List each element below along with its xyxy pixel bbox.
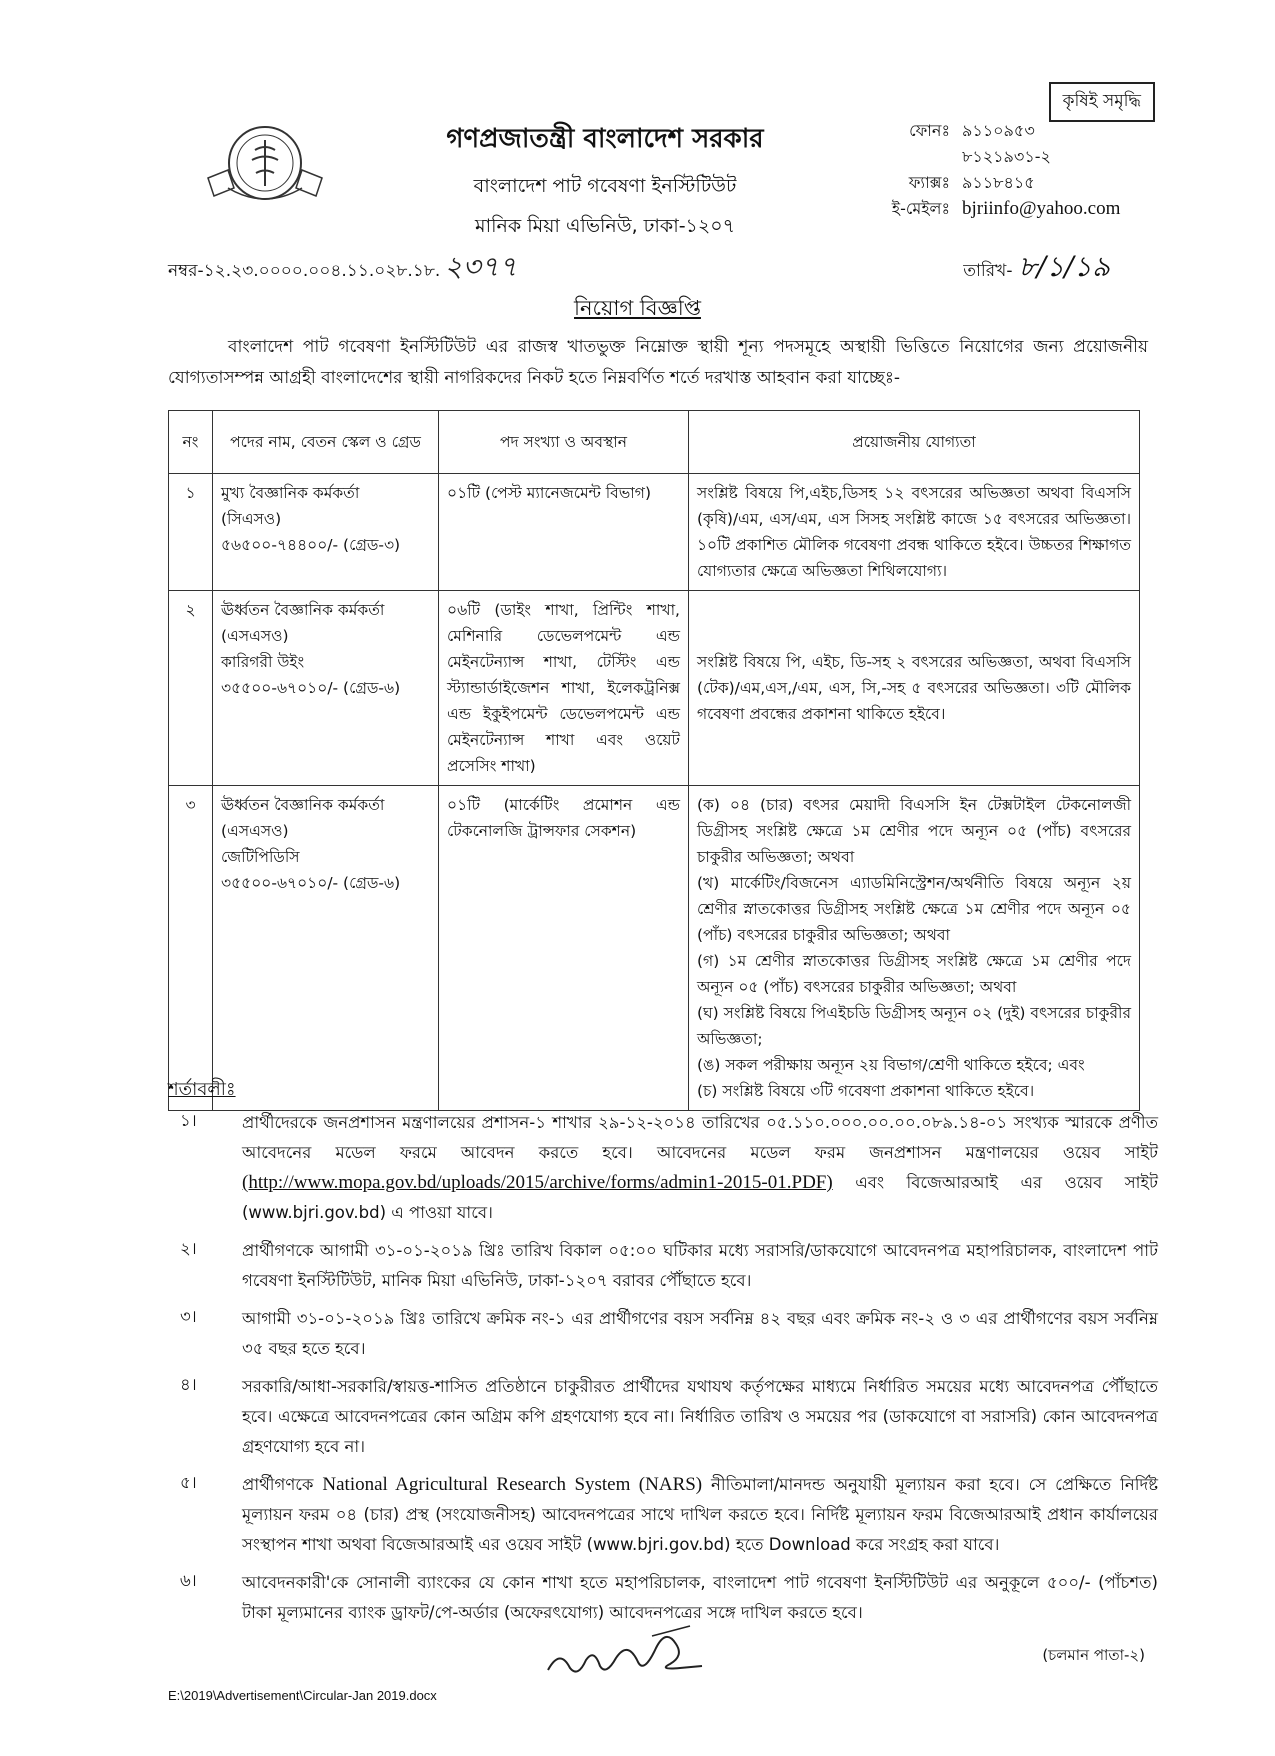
term-item: [168, 1236, 1158, 1296]
qualification-cell: [689, 786, 1140, 1111]
file-path: E:\2019\Advertisement\Circular-Jan 2019.docx: [168, 1688, 437, 1703]
term-item: [168, 1372, 1158, 1462]
term-number: ২।: [180, 1239, 197, 1258]
term-text: প্রার্থীগণকে আগামী ৩১-০১-২০১৯ খ্রিঃ তারিখ বিকাল ০৫:০০ ঘটিকার মধ্যে সরাসরি/ডাকযোগে আবেদনপত্র মহাপরিচালক, বাংলাদেশ পাট গবেষণা ইনস্টিটিউট, মানিক মিয়া এভিনিউ, ঢাকা-১২০৭ বরাবর পৌঁছাতে হবে।: [242, 1241, 1158, 1290]
post-cell: [213, 474, 439, 591]
qualification-line: (ঘ) সংশ্লিষ্ট বিষয়ে পিএইচডি ডিগ্রীসহ অন্যূন ০২ (দুই) বৎসরের চাকুরীর অভিজ্ঞতা;: [697, 1004, 1131, 1048]
column-header: পদের নাম, বেতন স্কেল ও গ্রেড: [213, 411, 439, 474]
slogan-box: কৃষিই সমৃদ্ধি: [1049, 82, 1155, 122]
post-line: ৩৫৫০০-৬৭০১০/- (গ্রেড-৬): [221, 874, 401, 892]
memo-date: [963, 245, 1110, 292]
term-number: ৪।: [180, 1375, 197, 1394]
qualification-line: সংশ্লিষ্ট বিষয়ে পি, এইচ, ডি-সহ ২ বৎসরের অভিজ্ঞতা, অথবা বিএসসি (টেক)/এম,এস,/এম, এস, সি,-সহ ৫ বৎসরের অভিজ্ঞতা। ৩টি মৌলিক গবেষণা প্রবন্ধের প্রকাশনা থাকিতে হইবে।: [697, 653, 1131, 723]
continued-note: (চলমান পাতা-২): [1042, 1646, 1145, 1664]
serial-cell: ১: [169, 474, 213, 591]
posts-table: [168, 410, 1140, 1111]
term-text-part: প্রার্থীগণকে: [242, 1475, 314, 1494]
qualification-cell: [689, 591, 1140, 786]
column-header: প্রয়োজনীয় যোগ্যতা: [689, 411, 1140, 474]
column-header: নং: [169, 411, 213, 474]
institute-address: মানিক মিয়া এভিনিউ, ঢাকা-১২০৭: [475, 215, 735, 237]
term-text: সরকারি/আধা-সরকারি/স্বায়ত্ত-শাসিত প্রতিষ্ঠানে চাকুরীরত প্রার্থীদের যথাযথ কর্তৃপক্ষের মাধ্যমে নির্ধারিত সময়ের মধ্যে আবেদনপত্র পৌঁছাতে হবে। এক্ষেত্রে আবেদনপত্রের কোন অগ্রিম কপি গ্রহণযোগ্য হবে না। নির্ধারিত তারিখ ও সময়ের পর (ডাকযোগে বা সরাসরি) কোন আবেদনপত্র গ্রহণযোগ্য হবে না।: [242, 1377, 1158, 1456]
contact-row-fax: [870, 170, 1120, 196]
qualification-cell: [689, 474, 1140, 591]
table-row: [169, 786, 1140, 1111]
term-text-part: এবং বিজেআরআই এর ওয়েব সাইট (www.bjri.gov.bd) এ পাওয়া যাবে।: [242, 1173, 1159, 1222]
term-number: ৩।: [180, 1307, 197, 1326]
term-text-part: প্রার্থীদেরকে জনপ্রশাসন মন্ত্রণালয়ের প্রশাসন-১ শাখার ২৯-১২-২০১৪ তারিখের ০৫.১১০.০০০.০০.০০.০৮৯.১৪-০১ সংখ্যক স্মারকে প্রণীত আবেদনের মডেল ফরমে আবেদন করতে হবে। আবেদনের মডেল ফরম জনপ্রশাসন মন্ত্রণালয়ের ওয়েব সাইট: [242, 1113, 1158, 1162]
term-item: [168, 1108, 1158, 1228]
notice-title: নিয়োগ বিজ্ঞপ্তি: [574, 296, 701, 320]
contact-value: ৯১১৮৪১৫: [962, 172, 1035, 192]
letterhead: [380, 118, 830, 244]
notice-intro: বাংলাদেশ পাট গবেষণা ইনস্টিটিউট এর রাজস্ব খাতভুক্ত নিম্নোক্ত স্থায়ী শূন্য পদসমূহে অস্থায়ী ভিত্তিতে নিয়োগের জন্য প্রয়োজনীয় যোগ্যতাসম্পন্ন আগ্রহী বাংলাদেশের স্থায়ী নাগরিকদের নিকট হতে নিম্নবর্ণিত শর্তে দরখাস্ত আহবান করা যাচ্ছেঃ-: [168, 337, 1148, 388]
post-line: ৩৫৫০০-৬৭০১০/- (গ্রেড-৬): [221, 679, 401, 697]
term-number: ৫।: [180, 1473, 197, 1492]
term-text: আবেদনকারী'কে সোনালী ব্যাংকের যে কোন শাখা হতে মহাপরিচালক, বাংলাদেশ পাট গবেষণা ইনস্টিটিউট এর অনুকূলে ৫০০/- (পাঁচশত) টাকা মূল্যমানের ব্যাংক ড্রাফট/পে-অর্ডার (অফেরৎযোগ্য) আবেদনপত্রের সঙ্গে দাখিল করতে হবে।: [242, 1573, 1158, 1622]
terms-heading: শর্তাবলীঃ: [168, 1079, 236, 1100]
qualification-line: (চ) সংশ্লিষ্ট বিষয়ে ৩টি গবেষণা প্রকাশনা থাকিতে হইবে।: [697, 1082, 1035, 1100]
post-line: মুখ্য বৈজ্ঞানিক কর্মকর্তা: [221, 484, 360, 502]
term-text: [242, 1470, 1158, 1560]
post-line: ঊর্ধ্বতন বৈজ্ঞানিক কর্মকর্তা: [221, 601, 385, 619]
terms-list: [168, 1108, 1158, 1636]
government-name: গণপ্রজাতন্ত্রী বাংলাদেশ সরকার: [446, 124, 764, 154]
serial-cell: ২: [169, 591, 213, 786]
contact-label: ফ্যাক্সঃ: [908, 172, 950, 192]
count-cell: ০১টি (মার্কেটিং প্রমোশন এন্ড টেকনোলজি ট্রান্সফার সেকশন): [439, 786, 689, 1111]
post-line: কারিগরী উইং: [221, 653, 305, 671]
qualification-line: (ক) ০৪ (চার) বৎসর মেয়াদী বিএসসি ইন টেক্সটাইল টেকনোলজী ডিগ্রীসহ সংশ্লিষ্ট ক্ষেত্রে ১ম শ্রেণীর পদে অন্যূন ০৫ (পাঁচ) বৎসরের চাকুরীর অভিজ্ঞতা; অথবা: [697, 796, 1131, 866]
post-line: জেটিপিডিসি: [221, 848, 300, 866]
qualification-line: (গ) ১ম শ্রেণীর স্নাতকোত্তর ডিগ্রীসহ সংশ্লিষ্ট ক্ষেত্রে ১ম শ্রেণীর পদে অন্যূন ০৫ (পাঁচ) বৎসরের চাকুরীর অভিজ্ঞতা; অথবা: [697, 952, 1131, 996]
post-cell: [213, 591, 439, 786]
table-row: [169, 591, 1140, 786]
term-text: আগামী ৩১-০১-২০১৯ খ্রিঃ তারিখে ক্রমিক নং-১ এর প্রার্থীগণের বয়স সর্বনিম্ন ৪২ বছর এবং ক্রমিক নং-২ ও ৩ এর প্রার্থীগণের বয়স সর্বনিম্ন ৩৫ বছর হতে হবে।: [242, 1309, 1158, 1358]
email-value: bjriinfo@yahoo.com: [962, 198, 1121, 219]
signature: [540, 1618, 710, 1688]
contact-row-email: [870, 196, 1120, 222]
mopa-form-link[interactable]: (http://www.mopa.gov.bd/uploads/2015/archive/forms/admin1-2015-01.PDF): [242, 1172, 833, 1193]
qualification-line: (ঙ) সকল পরীক্ষায় অন্যূন ২য় বিভাগ/শ্রেণী থাকিতে হইবে; এবং: [697, 1056, 1085, 1074]
term-text-part: নীতিমালা/মানদন্ড অনুযায়ী মূল্যায়ন করা হবে। সে প্রেক্ষিতে নির্দিষ্ট মূল্যায়ন ফরম ০৪ (চার) প্রস্থ (সংযোজনীসহ) আবেদনপত্রের সাথে দাখিল করতে হবে। নির্দিষ্ট মূল্যায়ন ফরম বিজেআরআই প্রধান কার্যালয়ের সংস্থাপন শাখা অথবা বিজেআরআই এর ওয়েব সাইট (www.bjri.gov.bd) হতে Download করে সংগ্রহ করা যাবে।: [242, 1475, 1158, 1554]
contact-value: ৮১২১৯৩১-২: [962, 146, 1051, 166]
post-line: (সিএসও): [221, 510, 282, 528]
contact-row-phone-2: [870, 144, 1120, 170]
contact-value: ৯১১০৯৫৩: [962, 120, 1035, 140]
table-row: [169, 474, 1140, 591]
post-line: (এসএসও): [221, 627, 289, 645]
term-item: [168, 1304, 1158, 1364]
column-header: পদ সংখ্যা ও অবস্থান: [439, 411, 689, 474]
serial-cell: ৩: [169, 786, 213, 1111]
memo-number-handwritten: ২৩৭৭: [444, 250, 518, 283]
count-cell: ০১টি (পেস্ট ম্যানেজমেন্ট বিভাগ): [439, 474, 689, 591]
institute-logo: [200, 118, 330, 218]
term-number: ১।: [180, 1111, 197, 1130]
memo-number: [168, 245, 517, 292]
term-item: [168, 1470, 1158, 1560]
institute-name: বাংলাদেশ পাট গবেষণা ইনস্টিটিউট: [473, 175, 737, 197]
term-text: [242, 1108, 1158, 1228]
post-line: (এসএসও): [221, 822, 289, 840]
qualification-line: (খ) মার্কেটিং/বিজনেস এ্যাডমিনিস্ট্রেশন/অর্থনীতি বিষয়ে অন্যূন ২য় শ্রেণীর স্নাতকোত্তর ডিগ্রীসহ সংশ্লিষ্ট ক্ষেত্রে ১ম শ্রেণীর পদে অন্যূন ০৫ (পাঁচ) বৎসরের চাকুরীর অভিজ্ঞতা; অথবা: [697, 874, 1131, 944]
qualification-line: সংশ্লিষ্ট বিষয়ে পি,এইচ,ডিসহ ১২ বৎসরের অভিজ্ঞতা অথবা বিএসসি (কৃষি)/এম, এস/এম, এস সিসহ সংশ্লিষ্ট কাজে ১৫ বৎসরের অভিজ্ঞতা। ১০টি প্রকাশিত মৌলিক গবেষণা প্রবন্ধ থাকিতে হইবে। উচ্চতর শিক্ষাগত যোগ্যতার ক্ষেত্রে অভিজ্ঞতা শিথিলযোগ্য।: [697, 484, 1131, 580]
count-cell: ০৬টি (ডাইং শাখা, প্রিন্টিং শাখা, মেশিনারি ডেভেলপমেন্ট এন্ড মেইনটেন্যান্স শাখা, টেস্টিং এন্ড স্ট্যান্ডার্ডাইজেশন শাখা, ইলেকট্রনিক্স এন্ড ইকুইপমেন্ট ডেভেলপমেন্ট এন্ড মেইনটেন্যান্স শাখা এবং ওয়েট প্রসেসিং শাখা): [439, 591, 689, 786]
term-number: ৬।: [180, 1571, 197, 1590]
post-line: ৫৬৫০০-৭৪৪০০/- (গ্রেড-৩): [221, 536, 401, 554]
nars-name: National Agricultural Research System (NARS): [322, 1474, 703, 1495]
date-label: তারিখ-: [963, 261, 1013, 281]
date-handwritten: ৮/১/১৯: [1018, 250, 1110, 283]
table-header-row: [169, 411, 1140, 474]
post-cell: [213, 786, 439, 1111]
contact-block: [870, 118, 1120, 222]
post-line: ঊর্ধ্বতন বৈজ্ঞানিক কর্মকর্তা: [221, 796, 385, 814]
memo-number-prefix: নম্বর-১২.২৩.০০০০.০০৪.১১.০২৮.১৮.: [168, 261, 441, 281]
contact-row-phone: [870, 118, 1120, 144]
contact-label: ই-মেইলঃ: [891, 198, 950, 218]
contact-label: ফোনঃ: [909, 120, 950, 140]
